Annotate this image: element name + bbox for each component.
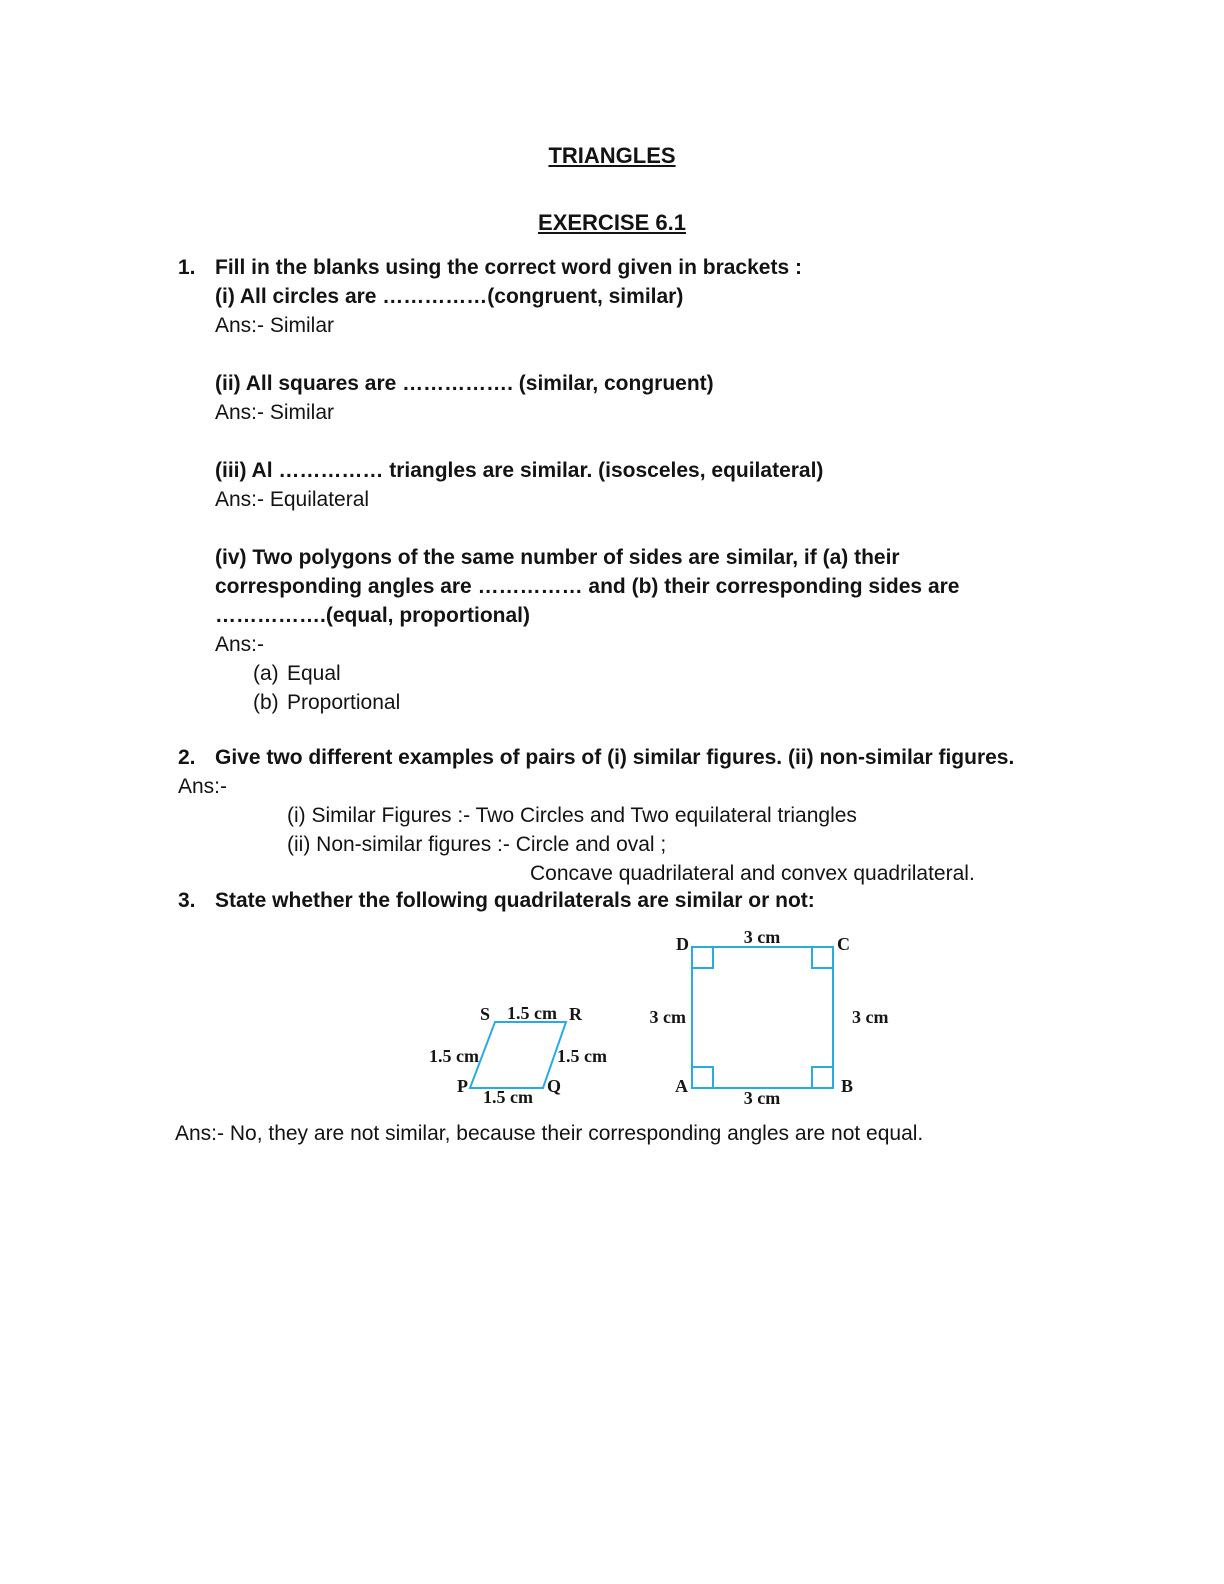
right-angle-mark-a [692, 1067, 713, 1088]
vertex-label-a: A [675, 1076, 688, 1096]
abcd-right-side-label: 3 cm [852, 1007, 889, 1027]
question-1-number: 1. [178, 256, 196, 279]
vertex-label-s: S [479, 1004, 490, 1024]
abcd-left-side-label: 3 cm [649, 1007, 686, 1027]
q1-part-iv-question-line-3: …………….(equal, proportional) [215, 604, 530, 627]
q1-part-iv-question-line-2: corresponding angles are …………… and (b) their corresponding sides are [215, 575, 960, 598]
q1-part-iv [215, 543, 959, 717]
right-angle-mark-c [812, 947, 833, 968]
vertex-label-d: D [676, 934, 689, 954]
vertex-label-p: P [457, 1076, 468, 1096]
question-2-heading-row [178, 743, 1014, 772]
q1-part-iv-answer-label: Ans:- [215, 633, 265, 656]
q2-answer-line-2: (ii) Non-similar figures :- Circle and oval ; [287, 833, 667, 856]
q2-answer-line-1: (i) Similar Figures :- Two Circles and Two equilateral triangles [287, 804, 857, 827]
pqrs-top-side-label: 1.5 cm [507, 1003, 557, 1023]
question-1-parts [215, 282, 959, 717]
answer-b-text: Proportional [287, 691, 401, 714]
vertex-label-b: B [841, 1076, 854, 1096]
question-1-heading-row [178, 253, 959, 282]
question-3-number: 3. [178, 889, 196, 912]
page-title: TRIANGLES [548, 143, 676, 168]
q1-part-iv-answer-b [253, 688, 959, 717]
right-angle-mark-b [812, 1067, 833, 1088]
abcd-bottom-side-label: 3 cm [743, 1088, 781, 1108]
q2-answer-line-3: Concave quadrilateral and convex quadrilateral. [530, 862, 975, 885]
q1-part-iii-question: (iii) Al …………… triangles are similar. (isosceles, equilateral) [215, 459, 824, 482]
q1-part-i-question: (i) All circles are ……………(congruent, similar) [215, 285, 684, 308]
q1-part-iii-answer: Ans:- Equilateral [215, 488, 370, 511]
answer-a-marker: (a) [253, 662, 279, 685]
question-2-answer-label: Ans:- [178, 775, 228, 798]
answer-b-marker: (b) [253, 691, 279, 714]
exercise-heading: EXERCISE 6.1 [538, 210, 686, 235]
q1-part-iv-question-line-1: (iv) Two polygons of the same number of sides are similar, if (a) their [215, 546, 900, 569]
abcd-top-side-label: 3 cm [743, 927, 781, 947]
vertex-label-r: R [569, 1004, 582, 1024]
answer-a-text: Equal [287, 662, 341, 685]
vertex-label-q: Q [547, 1076, 562, 1096]
q1-part-ii-question: (ii) All squares are ……………. (similar, congruent) [215, 372, 714, 395]
question-3-answer: Ans:- No, they are not similar, because their corresponding angles are not equal. [175, 1122, 924, 1145]
quadrilaterals-figure [380, 905, 900, 1115]
question-1 [178, 253, 959, 746]
q1-part-iii [215, 456, 959, 514]
pqrs-bottom-side-label: 1.5 cm [483, 1087, 533, 1107]
q1-part-ii-answer: Ans:- Similar [215, 401, 335, 424]
right-angle-mark-d [692, 947, 713, 968]
question-2 [178, 743, 1014, 888]
pqrs-left-side-label: 1.5 cm [429, 1046, 479, 1066]
question-2-number: 2. [178, 746, 196, 769]
question-3-heading: State whether the following quadrilaterals are similar or not: [215, 889, 815, 912]
q1-part-i [215, 282, 959, 340]
q1-part-i-answer: Ans:- Similar [215, 314, 335, 337]
pqrs-right-side-label: 1.5 cm [557, 1046, 607, 1066]
q1-part-iv-answer-a [253, 659, 959, 688]
vertex-label-c: C [837, 934, 850, 954]
q1-part-ii [215, 369, 959, 427]
question-2-heading: Give two different examples of pairs of (i) similar figures. (ii) non-similar figures. [215, 746, 1015, 769]
question-1-heading: Fill in the blanks using the correct word given in brackets : [215, 256, 802, 279]
